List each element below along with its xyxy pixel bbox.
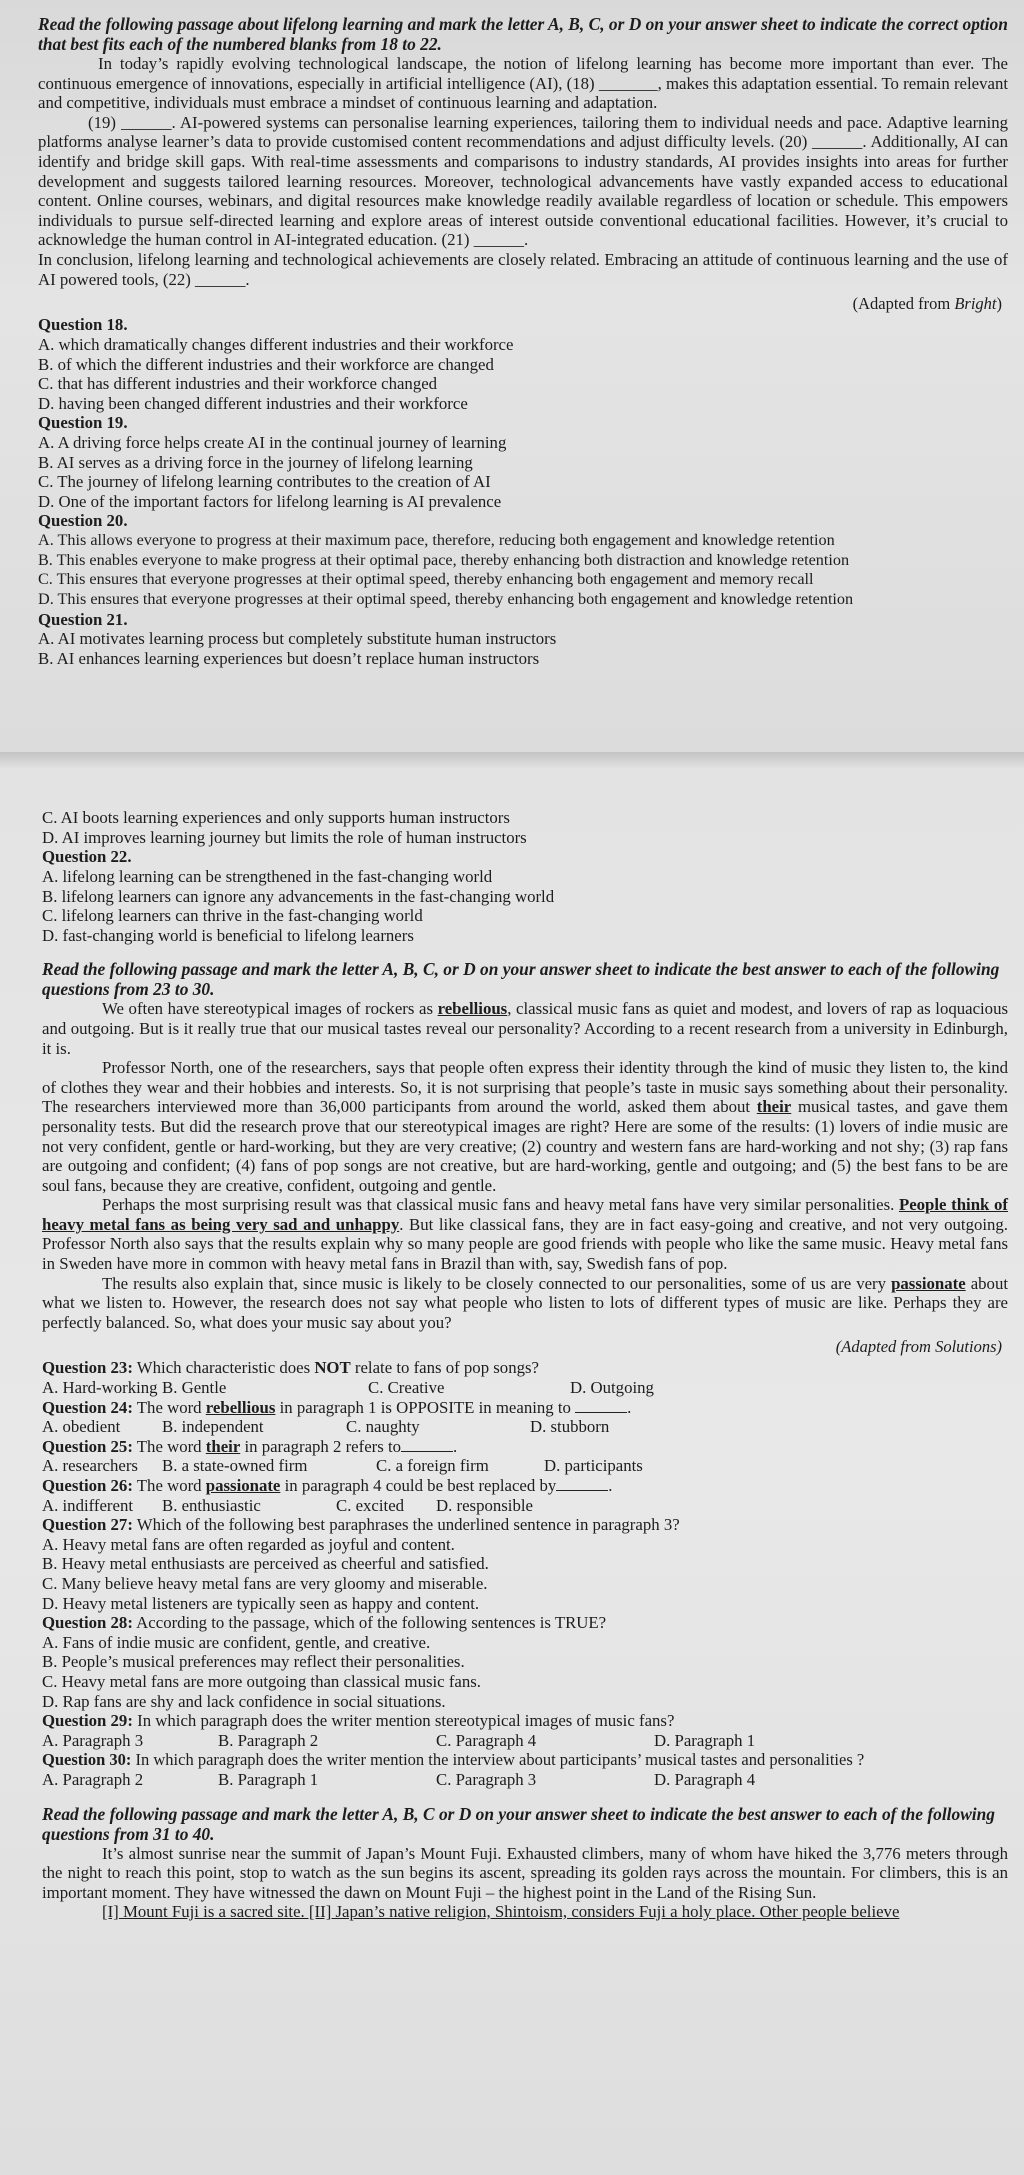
q23-option-d[interactable]: D. Outgoing	[570, 1378, 654, 1398]
q27-option-d[interactable]: D. Heavy metal listeners are typically seen as happy and content.	[42, 1593, 480, 1613]
q24-option-a[interactable]: A. obedient	[42, 1417, 121, 1437]
q22-option-d[interactable]: D. fast-changing world is beneficial to lifelong learners	[42, 925, 414, 945]
q25-option-b[interactable]: B. a state-owned firm	[162, 1456, 308, 1476]
q25-option-a[interactable]: A. researchers	[42, 1456, 138, 1476]
q20-option-c[interactable]: C. This ensures that everyone progresses at their optimal speed, thereby enhancing both engagement and memory recall	[38, 570, 814, 589]
passage-paragraph-1: In today’s rapidly evolving technological landscape, the notion of lifelong learning has become more important than ever. The continuous emergence of innovations, especially in artificial intelligence (AI), (18) _______, makes this adaptation essential. To remain relevant and competitive, individuals must embrace a mindset of continuous learning and adaptation.	[38, 54, 1008, 113]
passage-paragraph-2: (19) ______. AI-powered systems can personalise learning experiences, tailoring them to individual needs and pace. Adaptive learning platforms analyse learner’s data to provide customised content recommendations and adjust difficulty levels. (20) ______. Additionally, AI can identify and bridge skill gaps. With real-time assessments and comparisons to industry standards, AI provides insights into areas for further development and suggests tailored learning resources. Moreover, technological advancements have vastly expanded access to educational content. Online courses, webinars, and digital resources make knowledge readily available regardless of location or schedule. This empowers individuals to pursue self-directed learning and explore areas of interest outside conventional educational facilities. However, it’s crucial to acknowledge the human control in AI-integrated education. (21) ______.	[38, 112, 1008, 250]
music-paragraph-2: Professor North, one of the researchers, says that people often express their identity through the kind of music they listen to, the kind of clothes they wear and their hobbies and interests. So, it is not surprising that people’s taste in music says something about their personality. The researchers interviewed more than 36,000 participants from around the world, asked them about their musical tastes, and gave them personality tests. But did the research prove that our stereotypical images are right? Here are some of the results: (1) lovers of indie music are not very confident, gentle or hard-working, but they are very creative; (2) country and western fans are hard-working and not shy; (3) rap fans are outgoing and confident; (4) fans of pop songs are not creative, but are hard-working, gentle and outgoing; and (5) the best fans to be are soul fans, because they are creative, confident, outgoing and gentle.	[42, 1058, 1008, 1195]
question-25: Question 25: The word their in paragraph 2 refers to .	[42, 1436, 458, 1456]
q22-option-b[interactable]: B. lifelong learners can ignore any advancements in the fast-changing world	[42, 886, 555, 906]
q25-option-d[interactable]: D. participants	[544, 1456, 643, 1476]
q30-option-b[interactable]: B. Paragraph 1	[218, 1769, 319, 1789]
q30-option-d[interactable]: D. Paragraph 4	[654, 1769, 756, 1789]
question-26: Question 26: The word passionate in paragraph 4 could be best replaced by .	[42, 1476, 613, 1496]
q30-options	[42, 1770, 1008, 1790]
q28-option-a[interactable]: A. Fans of indie music are confident, gentle, and creative.	[42, 1632, 431, 1652]
question-22-label: Question 22.	[42, 847, 132, 867]
q26-option-a[interactable]: A. indifferent	[42, 1495, 134, 1515]
q29-option-d[interactable]: D. Paragraph 1	[654, 1730, 756, 1750]
q28-option-b[interactable]: B. People’s musical preferences may reflect their personalities.	[42, 1652, 465, 1672]
instruction-lifelong-learning: Read the following passage about lifelong learning and mark the letter A, B, C, or D on your answer sheet to indicate the correct option that best fits each of the numbered blanks from 18 to 22.	[38, 14, 1008, 54]
q20-option-b[interactable]: B. This enables everyone to make progress at their optimal pace, thereby enhancing both distraction and knowledge retention	[38, 550, 850, 569]
q23-option-a[interactable]: A. Hard-working	[42, 1378, 158, 1398]
q28-option-c[interactable]: C. Heavy metal fans are more outgoing than classical music fans.	[42, 1671, 481, 1691]
q29-option-c[interactable]: C. Paragraph 4	[436, 1730, 537, 1750]
q20-option-a[interactable]: A. This allows everyone to progress at their maximum pace, therefore, reducing both engagement and knowledge retention	[38, 531, 835, 550]
instruction-music-passage: Read the following passage and mark the letter A, B, C, or D on your answer sheet to indicate the best answer to each of the following questions from 23 to 30.	[42, 959, 1000, 1000]
q18-option-d[interactable]: D. having been changed different industries and their workforce	[38, 393, 468, 413]
question-18-label: Question 18.	[38, 315, 128, 335]
question-27: Question 27: Which of the following best paraphrases the underlined sentence in paragraph 3?	[42, 1515, 680, 1535]
q21-option-b[interactable]: B. AI enhances learning experiences but doesn’t replace human instructors	[38, 649, 540, 669]
q22-option-a[interactable]: A. lifelong learning can be strengthened in the fast-changing world	[42, 866, 493, 886]
q24-options	[42, 1417, 1008, 1437]
passage-paragraph-3: In conclusion, lifelong learning and technological achievements are closely related. Embracing an attitude of continuous learning and the use of AI powered tools, (22) ______.	[38, 249, 1008, 289]
q19-option-d[interactable]: D. One of the important factors for lifelong learning is AI prevalence	[38, 491, 502, 511]
q22-option-c[interactable]: C. lifelong learners can thrive in the fast-changing world	[42, 906, 423, 926]
q27-option-a[interactable]: A. Heavy metal fans are often regarded as joyful and content.	[42, 1534, 455, 1554]
q29-option-a[interactable]: A. Paragraph 3	[42, 1730, 144, 1750]
q26-option-c[interactable]: C. excited	[336, 1495, 405, 1515]
q18-option-a[interactable]: A. which dramatically changes different industries and their workforce	[38, 334, 514, 354]
question-28: Question 28: According to the passage, which of the following sentences is TRUE?	[42, 1613, 607, 1633]
q26-option-d[interactable]: D. responsible	[436, 1495, 533, 1515]
q29-options	[42, 1731, 1008, 1751]
q26-options	[42, 1496, 1008, 1516]
q30-option-a[interactable]: A. Paragraph 2	[42, 1769, 144, 1789]
music-paragraph-4: The results also explain that, since music is likely to be closely connected to our personalities, some of us are very passionate about what we listen to. However, the research does not say what people who listen to lots of different types of music are like. Perhaps they are perfectly balanced. So, what does your music say about you?	[42, 1273, 1008, 1332]
music-paragraph-3: Perhaps the most surprising result was that classical music fans and heavy metal fans have very similar personalities. People think of heavy metal fans as being very sad and unhappy. But like classical fans, they are in fact easy-going and creative, and not very outgoing. Professor North also says that the results explain why so many people are good friends with people who like the same music. Heavy metal fans in Sweden have more in common with heavy metal fans in Brazil than with, say, Swedish fans of pop.	[42, 1195, 1009, 1274]
q21-option-a[interactable]: A. AI motivates learning process but completely substitute human instructors	[38, 629, 557, 649]
question-19-label: Question 19.	[38, 413, 128, 433]
q19-option-c[interactable]: C. The journey of lifelong learning contributes to the creation of AI	[38, 472, 491, 492]
q23-option-c[interactable]: C. Creative	[368, 1378, 445, 1398]
q19-option-b[interactable]: B. AI serves as a driving force in the journey of lifelong learning	[38, 452, 473, 472]
q23-option-b[interactable]: B. Gentle	[162, 1378, 227, 1398]
source-note: (Adapted from Bright)	[852, 294, 1002, 314]
q21-option-c[interactable]: C. AI boots learning experiences and only supports human instructors	[42, 808, 510, 827]
fuji-paragraph-2: [I] Mount Fuji is a sacred site. [II] Japan’s native religion, Shintoism, considers Fuji a holy place. Other people believe	[102, 1902, 900, 1922]
question-20-label: Question 20.	[38, 511, 128, 531]
q26-option-b[interactable]: B. enthusiastic	[162, 1495, 261, 1515]
q25-options	[42, 1456, 1008, 1476]
q29-option-b[interactable]: B. Paragraph 2	[218, 1730, 319, 1750]
q27-option-c[interactable]: C. Many believe heavy metal fans are very gloomy and miserable.	[42, 1573, 488, 1593]
q18-option-b[interactable]: B. of which the different industries and their workforce are changed	[38, 354, 494, 374]
source-note-solutions: (Adapted from Solutions)	[835, 1337, 1002, 1357]
q18-option-c[interactable]: C. that has different industries and their workforce changed	[38, 374, 438, 394]
q24-option-c[interactable]: C. naughty	[346, 1417, 420, 1437]
instruction-mount-fuji: Read the following passage and mark the letter A, B, C or D on your answer sheet to indicate the best answer to each of the following questions from 31 to 40.	[42, 1803, 996, 1844]
music-paragraph-1: We often have stereotypical images of rockers as rebellious, classical music fans as quiet and modest, and lovers of rap as loquacious and outgoing. But is it really true that our musical tastes reveal our personality? According to a recent research from a university in Edinburgh, it is.	[42, 999, 1008, 1058]
question-23: Question 23: Which characteristic does NOT relate to fans of pop songs?	[42, 1358, 539, 1378]
q21-option-d[interactable]: D. AI improves learning journey but limits the role of human instructors	[42, 827, 527, 847]
q27-option-b[interactable]: B. Heavy metal enthusiasts are perceived as cheerful and satisfied.	[42, 1554, 489, 1574]
page-bottom-sheet	[0, 770, 1024, 2175]
q28-option-d[interactable]: D. Rap fans are shy and lack confidence in social situations.	[42, 1691, 446, 1711]
q19-option-a[interactable]: A. A driving force helps create AI in the continual journey of learning	[38, 433, 507, 453]
page-top-sheet	[0, 0, 1024, 758]
q30-option-c[interactable]: C. Paragraph 3	[436, 1769, 537, 1789]
question-24: Question 24: The word rebellious in paragraph 1 is OPPOSITE in meaning to .	[42, 1397, 632, 1417]
q20-option-d[interactable]: D. This ensures that everyone progresses at their optimal speed, thereby enhancing both engagement and knowledge retention	[38, 590, 854, 609]
question-29: Question 29: In which paragraph does the writer mention stereotypical images of music fans?	[42, 1711, 675, 1731]
question-21-label: Question 21.	[38, 609, 128, 629]
q25-option-c[interactable]: C. a foreign firm	[376, 1456, 489, 1476]
q24-option-b[interactable]: B. independent	[162, 1417, 264, 1437]
question-30: Question 30: In which paragraph does the writer mention the interview about participants’ musical tastes and personalities ?	[42, 1750, 865, 1770]
q24-option-d[interactable]: D. stubborn	[530, 1417, 610, 1437]
fuji-paragraph-1: It’s almost sunrise near the summit of Japan’s Mount Fuji. Exhausted climbers, many of whom have hiked the 3,776 meters through the night to reach this point, stop to watch as the sun begins its ascent, spreading its golden rays across the mountain. For climbers, this is an important moment. They have witnessed the dawn on Mount Fuji – the highest point in the Land of the Rising Sun.	[42, 1843, 1008, 1902]
q23-options	[42, 1378, 1008, 1398]
